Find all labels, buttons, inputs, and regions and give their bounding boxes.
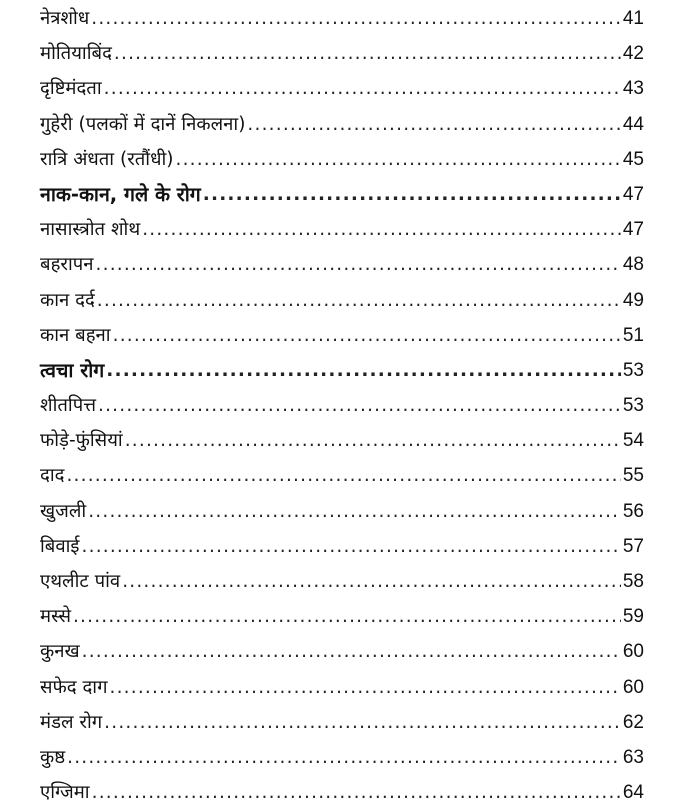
dot-leader xyxy=(203,184,621,206)
dot-leader xyxy=(82,641,621,663)
toc-entry-page: 51 xyxy=(622,324,644,346)
toc-entry-title: कुष्ठ xyxy=(40,746,66,768)
toc-entry xyxy=(40,382,644,417)
toc-entry-title: नासास्त्रोत शोथ xyxy=(40,219,141,241)
toc-entry-title: दृष्टिमंदता xyxy=(40,78,102,100)
toc-entry-page: 56 xyxy=(622,500,644,522)
toc-entry-title: सफेद दाग xyxy=(40,676,108,698)
dot-leader xyxy=(247,114,621,136)
dot-leader xyxy=(142,219,621,241)
toc-entry-page: 53 xyxy=(622,359,644,381)
toc-entry xyxy=(40,417,644,452)
toc-entry-page: 62 xyxy=(622,711,644,733)
toc-entry-title: गुहेरी (पलकों में दानें निकलना) xyxy=(40,113,246,135)
toc-entry-page: 60 xyxy=(622,641,644,663)
toc-entry xyxy=(40,628,644,663)
toc-entry-page: 58 xyxy=(622,571,644,592)
toc-entry-title: बिवाई xyxy=(40,535,80,557)
toc-entry-page: 57 xyxy=(622,535,644,557)
dot-leader xyxy=(91,8,621,30)
toc-entry-title: शीतपित्त xyxy=(40,395,96,417)
toc-entry xyxy=(40,452,644,487)
toc-entry xyxy=(40,136,644,171)
toc-entry-title: एथलीट पांव xyxy=(40,571,121,592)
toc-entry xyxy=(40,663,644,698)
toc-entry-title: रात्रि अंधता (रतौंधी) xyxy=(40,148,174,170)
toc-entry-title: फोड़े-फुंसियां xyxy=(40,430,123,452)
toc-entry-page: 54 xyxy=(622,430,644,452)
toc-entry xyxy=(40,487,644,522)
toc-entry xyxy=(40,206,644,241)
dot-leader xyxy=(175,149,621,171)
dot-leader xyxy=(66,465,621,487)
toc-entry-page: 45 xyxy=(622,148,644,170)
toc-entry-title: कुनख xyxy=(40,641,80,663)
toc-entry xyxy=(40,523,644,558)
toc-entry-page: 47 xyxy=(622,183,644,205)
toc-entry xyxy=(40,276,644,311)
dot-leader xyxy=(96,254,621,276)
dot-leader xyxy=(106,360,621,382)
toc-entry xyxy=(40,558,644,593)
dot-leader xyxy=(67,747,621,769)
dot-leader xyxy=(97,290,621,312)
toc-entry-page: 59 xyxy=(622,606,644,628)
toc-entry-title: मोतियाबिंद xyxy=(40,43,112,65)
toc-entry xyxy=(40,30,644,65)
toc-entry-page: 63 xyxy=(622,746,644,768)
dot-leader xyxy=(98,395,621,417)
dot-leader xyxy=(73,606,621,628)
dot-leader xyxy=(88,501,621,523)
toc-entry xyxy=(40,241,644,276)
dot-leader xyxy=(113,325,621,347)
toc-section-title: त्वचा रोग xyxy=(40,358,105,382)
toc-entry xyxy=(40,65,644,100)
toc-entry-page: 60 xyxy=(622,676,644,698)
toc-entry xyxy=(40,312,644,347)
toc-section-title: नाक-कान, गले के रोग xyxy=(40,182,201,206)
dot-leader xyxy=(82,536,621,558)
dot-leader xyxy=(110,677,621,699)
toc-entry-title: कान दर्द xyxy=(40,289,95,311)
toc-entry xyxy=(40,734,644,769)
toc-entry-page: 41 xyxy=(622,8,644,29)
toc-entry-page: 44 xyxy=(622,113,644,135)
toc-entry-title: मस्से xyxy=(40,606,71,628)
toc-entry-title: एग्जिमा xyxy=(40,782,90,804)
toc-entry xyxy=(40,769,644,804)
toc-entry-title: दाद xyxy=(40,465,65,487)
toc-entry xyxy=(40,593,644,628)
toc-entry-page: 48 xyxy=(622,254,644,276)
toc-section-heading xyxy=(40,347,644,382)
dot-leader xyxy=(104,712,621,734)
toc-entry xyxy=(40,0,644,30)
toc-entry-title: कान बहना xyxy=(40,324,111,346)
toc-entry-title: खुजली xyxy=(40,500,87,522)
toc-entry xyxy=(40,699,644,734)
dot-leader xyxy=(125,430,621,452)
toc-entry-page: 53 xyxy=(622,395,644,417)
toc-entry-page: 55 xyxy=(622,465,644,487)
dot-leader xyxy=(92,782,621,804)
dot-leader xyxy=(104,78,621,100)
toc-entry-page: 47 xyxy=(622,219,644,241)
toc-entry xyxy=(40,100,644,135)
toc-entry-page: 64 xyxy=(622,782,644,804)
toc-entry-page: 49 xyxy=(622,289,644,311)
toc-section-heading xyxy=(40,171,644,206)
toc-entry-title: मंडल रोग xyxy=(40,711,103,733)
toc-entry-title: नेत्रशोध xyxy=(40,8,90,29)
toc-entry-title: बहरापन xyxy=(40,254,94,276)
dot-leader xyxy=(122,571,621,593)
table-of-contents xyxy=(40,0,644,804)
toc-entry-page: 42 xyxy=(622,43,644,65)
toc-entry-page: 43 xyxy=(622,78,644,100)
dot-leader xyxy=(114,43,621,65)
